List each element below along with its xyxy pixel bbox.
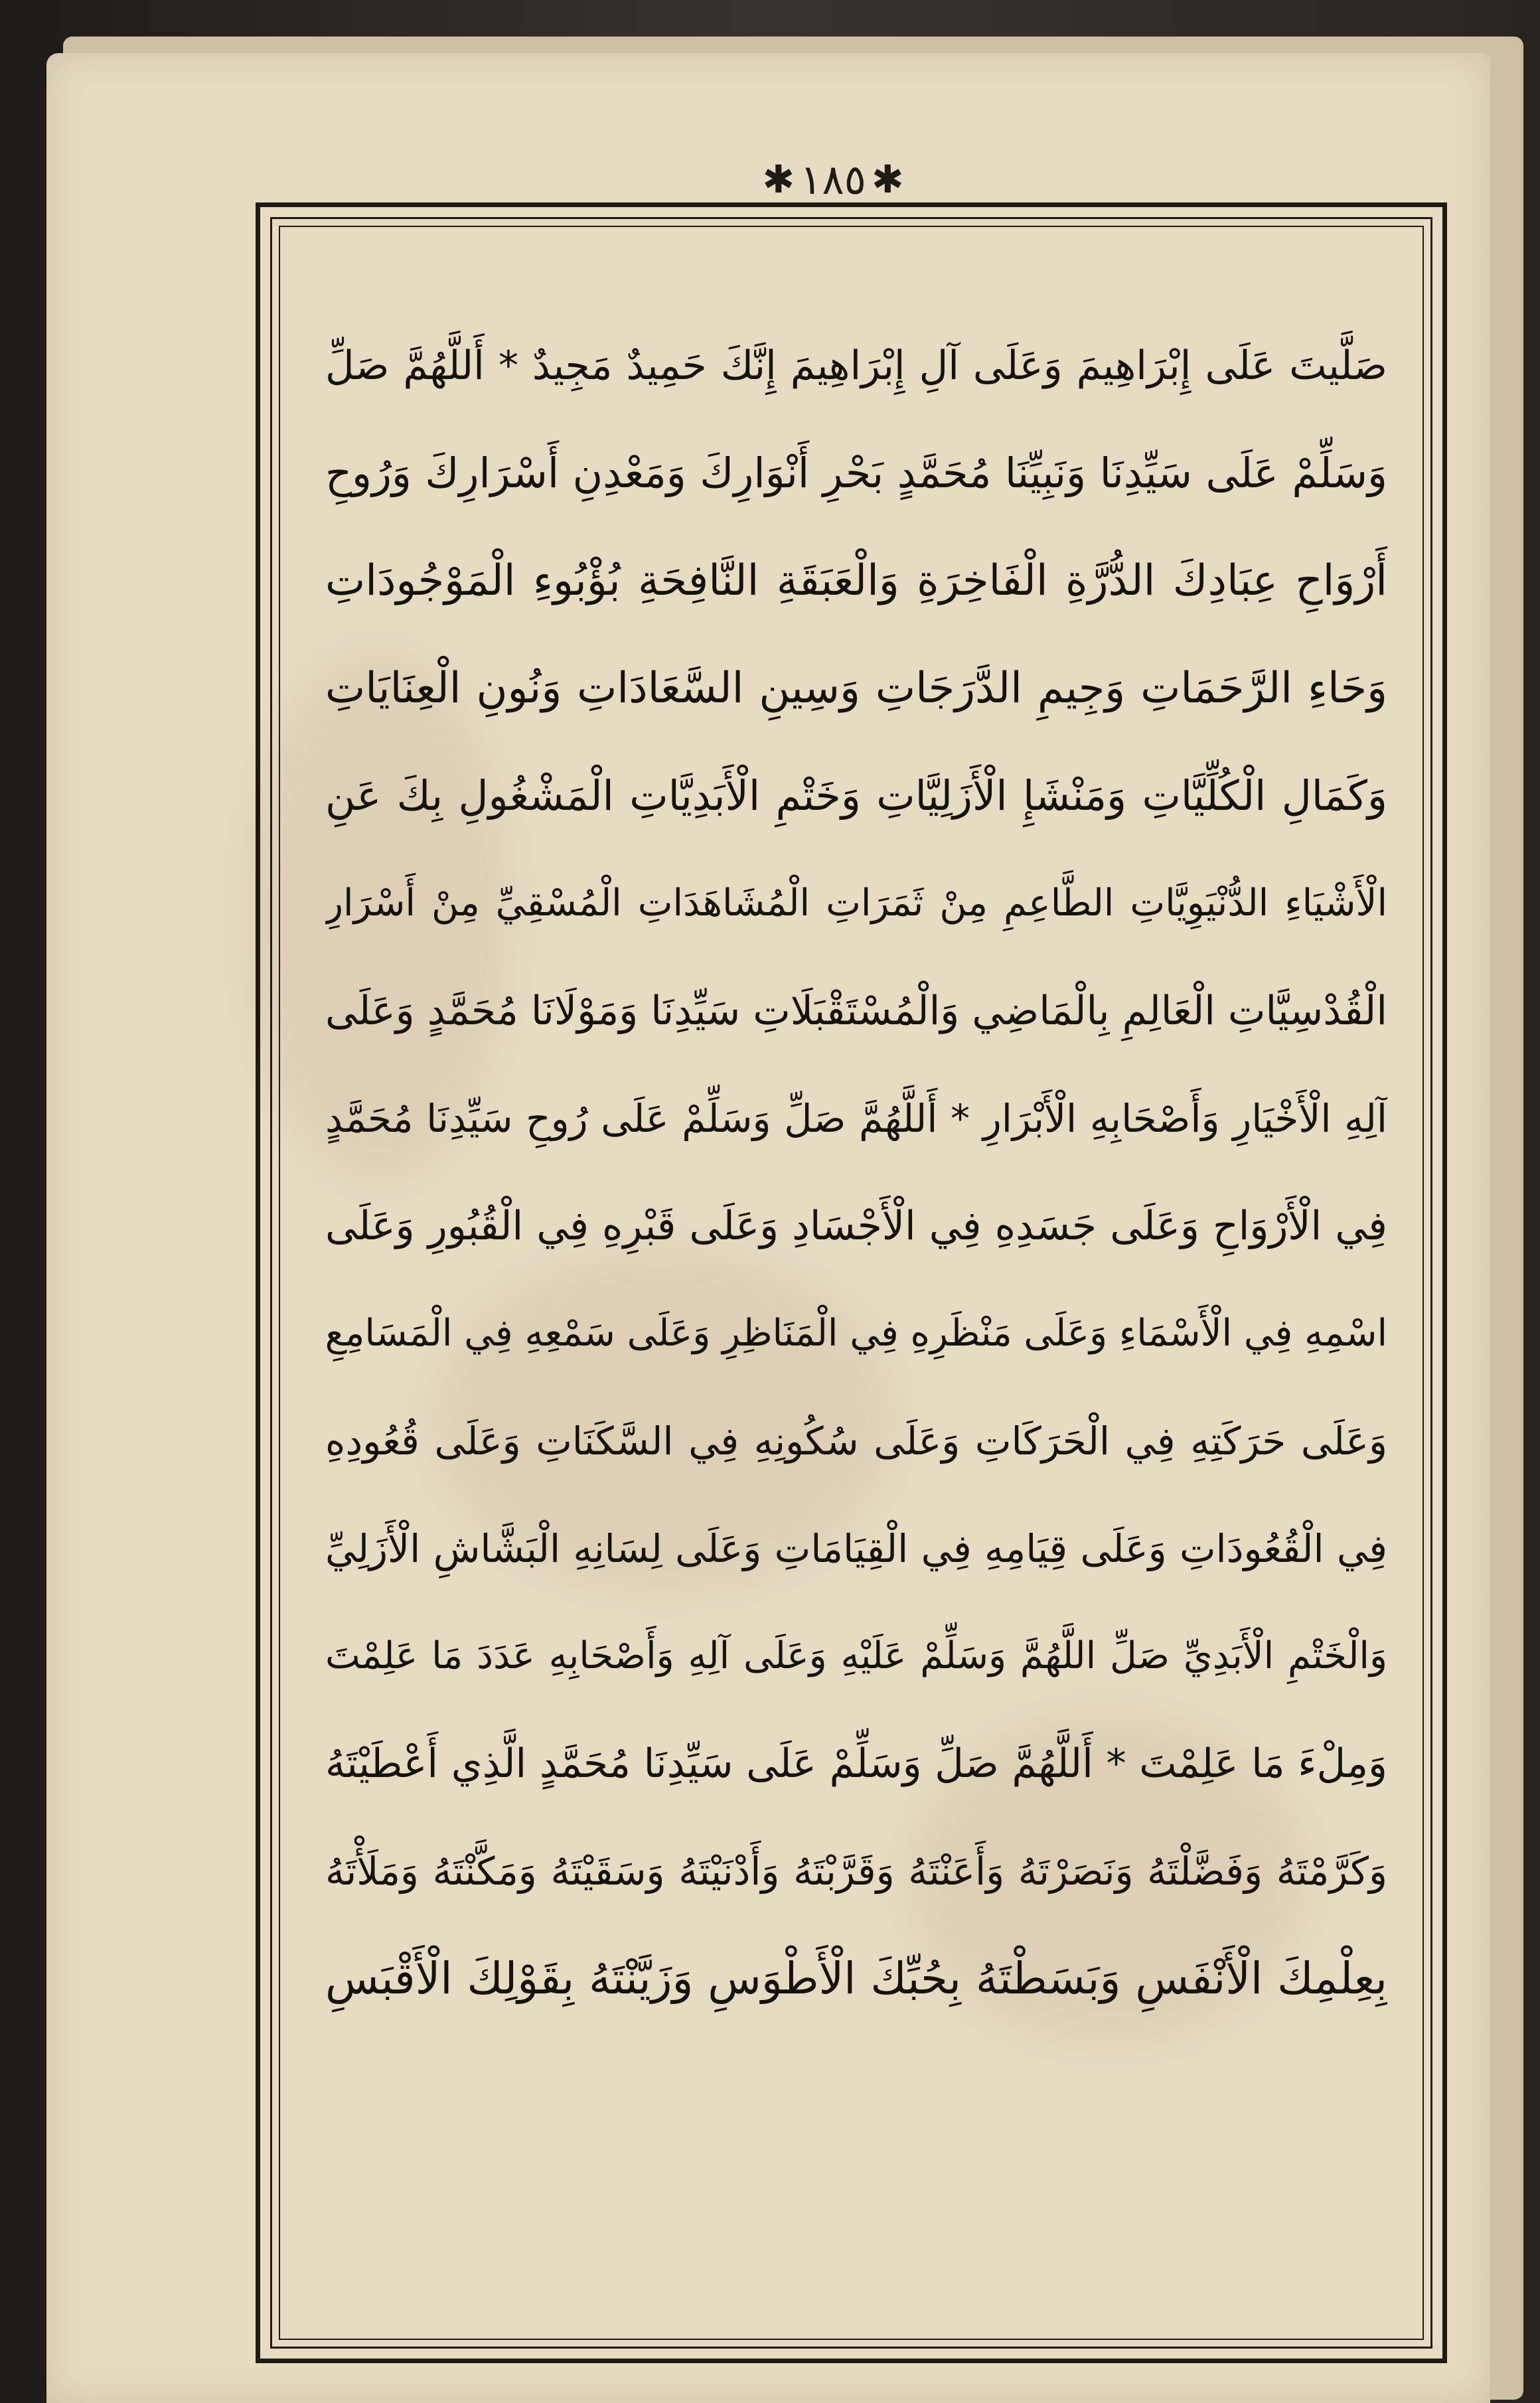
ornament-icon: ✱ (762, 157, 795, 202)
text-line: وَعَلَى حَرَكَتِهِ فِي الْحَرَكَاتِ وَعَلَى سُكُونِهِ فِي السَّكَنَاتِ وَعَلَى قُعُودِهِ (325, 1419, 1387, 1464)
arabic-text-body (325, 312, 1387, 2303)
page-number-value: ١٨٥ (800, 155, 866, 204)
text-line: وَكَمَالِ الْكُلِّيَّاتِ وَمَنْشَإِ الْأَزَلِيَّاتِ وَخَتْمِ الْأَبَدِيَّاتِ الْمَشْغُولِ بِكَ عَنِ (325, 771, 1387, 820)
text-line: الْقُدْسِيَّاتِ الْعَالِمِ بِالْمَاضِي وَالْمُسْتَقْبَلَاتِ سَيِّدِنَا وَمَوْلَانَا مُحَمَّدٍ وَعَلَى (325, 988, 1387, 1034)
text-line: وَمِلْءَ مَا عَلِمْتَ * أَللَّهُمَّ صَلِّ وَسَلِّمْ عَلَى سَيِّدِنَا مُحَمَّدٍ الَّذِي أَعْطَيْتَهُ (325, 1741, 1387, 1787)
text-line: آلِهِ الْأَخْيَارِ وَأَصْحَابِهِ الْأَبْرَارِ * أَللَّهُمَّ صَلِّ وَسَلِّمْ عَلَى رُوحِ سَيِّدِنَا مُحَمَّدٍ (325, 1096, 1387, 1141)
text-line: بِعِلْمِكَ الْأَنْفَسِ وَبَسَطْتَهُ بِحُبِّكَ الْأَطْوَسِ وَزَيَّنْتَهُ بِقَوْلِكَ الْأَقْبَسِ (325, 1953, 1387, 2004)
text-line: وَالْخَتْمِ الْأَبَدِيِّ صَلِّ اللَّهُمَّ وَسَلِّمْ عَلَيْهِ وَعَلَى آلِهِ وَأَصْحَابِهِ عَدَدَ مَا عَلِمْتَ (325, 1634, 1387, 1677)
text-line: فِي الْقُعُودَاتِ وَعَلَى قِيَامِهِ فِي الْقِيَامَاتِ وَعَلَى لِسَانِهِ الْبَشَّاشِ الْأَزَلِيِّ (325, 1526, 1387, 1571)
ornament-icon: ✱ (871, 157, 904, 202)
text-line: أَرْوَاحِ عِبَادِكَ الدُّرَّةِ الْفَاخِرَةِ وَالْعَبَقَةِ النَّافِحَةِ بُؤْبُوءِ الْمَوْجُودَاتِ (325, 556, 1387, 605)
text-line: اسْمِهِ فِي الْأَسْمَاءِ وَعَلَى مَنْظَرِهِ فِي الْمَنَاظِرِ وَعَلَى سَمْعِهِ فِي الْمَسَامِعِ (325, 1312, 1387, 1355)
text-line: وَحَاءِ الرَّحَمَاتِ وَجِيمِ الدَّرَجَاتِ وَسِينِ السَّعَادَاتِ وَنُونِ الْعِنَايَاتِ (325, 664, 1387, 713)
text-line: الْأَشْيَاءِ الدُّنْيَوِيَّاتِ الطَّاعِمِ مِنْ ثَمَرَاتِ الْمُشَاهَدَاتِ الْمُسْقِيِّ مِنْ أَسْرَارِ (325, 882, 1387, 925)
text-line: وَسَلِّمْ عَلَى سَيِّدِنَا وَنَبِيِّنَا مُحَمَّدٍ بَحْرِ أَنْوَارِكَ وَمَعْدِنِ أَسْرَارِكَ وَرُوحِ (325, 449, 1387, 497)
text-line: وَكَرَّمْتَهُ وَفَضَّلْتَهُ وَنَصَرْتَهُ وَأَعَنْتَهُ وَقَرَّبْتَهُ وَأَدْنَيْتَهُ وَسَقَيْتَهُ وَمَكَّنْتَهُ وَمَلَأْتَهُ (325, 1849, 1387, 1894)
text-line: صَلَّيتَ عَلَى إِبْرَاهِيمَ وَعَلَى آلِ إِبْرَاهِيمَ إِنَّكَ حَمِيدٌ مَجِيدٌ * أَللَّهُمَّ صَلِّ (325, 343, 1387, 389)
text-line: فِي الْأَرْوَاحِ وَعَلَى جَسَدِهِ فِي الْأَجْسَادِ وَعَلَى قَبْرِهِ فِي الْقُبُورِ وَعَلَى (325, 1203, 1387, 1249)
